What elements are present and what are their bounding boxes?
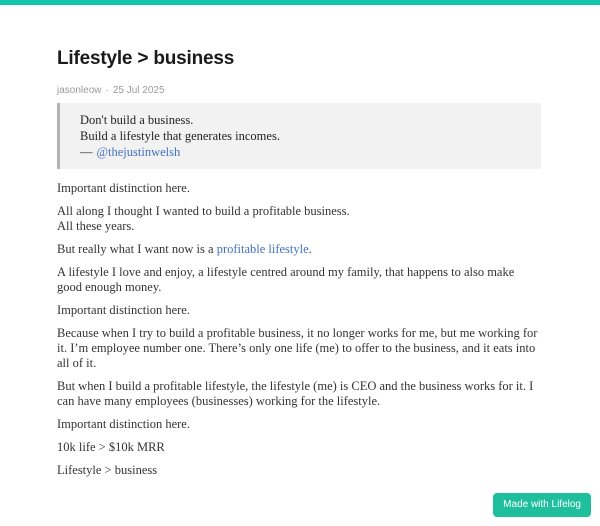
paragraph-line: All these years. (57, 219, 135, 233)
author-link[interactable]: jasonleow (57, 85, 102, 96)
paragraph-text: . (308, 242, 312, 256)
paragraph-all-along (57, 204, 541, 234)
paragraph-but-when: But when I build a profitable lifestyle, the lifestyle (me) is CEO and the business works for it. I can have many employees (businesses) working for the lifestyle. (57, 379, 534, 408)
quote-attribution-link[interactable]: @thejustinwelsh (96, 145, 181, 159)
paragraph-line: All along I thought I wanted to build a profitable business. (57, 204, 350, 218)
paragraph-10k: 10k life > $10k MRR (57, 440, 165, 454)
paragraph-closing: Lifestyle > business (57, 463, 158, 477)
paragraph-important-2: Important distinction here. (57, 303, 190, 317)
paragraph-lifestyle-love: A lifestyle I love and enjoy, a lifestyle centred around my family, that happens to also make good enough money. (57, 265, 515, 294)
paragraph-text: But really what I want now is a (57, 242, 217, 256)
paragraph-because: Because when I try to build a profitable business, it no longer works for me, but me working for it. I’m employee number one. There’s only one life (me) to offer to the business, and it eats into all of it. (57, 326, 538, 370)
post-meta (57, 85, 541, 96)
article-body (57, 181, 541, 478)
quote-line-2: Build a lifestyle that generates incomes. (80, 129, 280, 143)
quote-block (57, 103, 541, 169)
paragraph-but-really (57, 242, 541, 257)
quote-line-1: Don't build a business. (80, 113, 194, 127)
meta-separator: · (105, 85, 109, 96)
page-title: Lifestyle > business (57, 48, 235, 69)
profitable-lifestyle-link[interactable]: profitable lifestyle (216, 242, 309, 256)
paragraph-important-1: Important distinction here. (57, 181, 190, 195)
blog-post (57, 5, 541, 478)
paragraph-important-3: Important distinction here. (57, 417, 190, 431)
quote-attribution-dash: — (80, 145, 93, 159)
made-with-lifelog-badge[interactable]: Made with Lifelog (493, 493, 591, 517)
post-date: 25 Jul 2025 (112, 85, 165, 96)
